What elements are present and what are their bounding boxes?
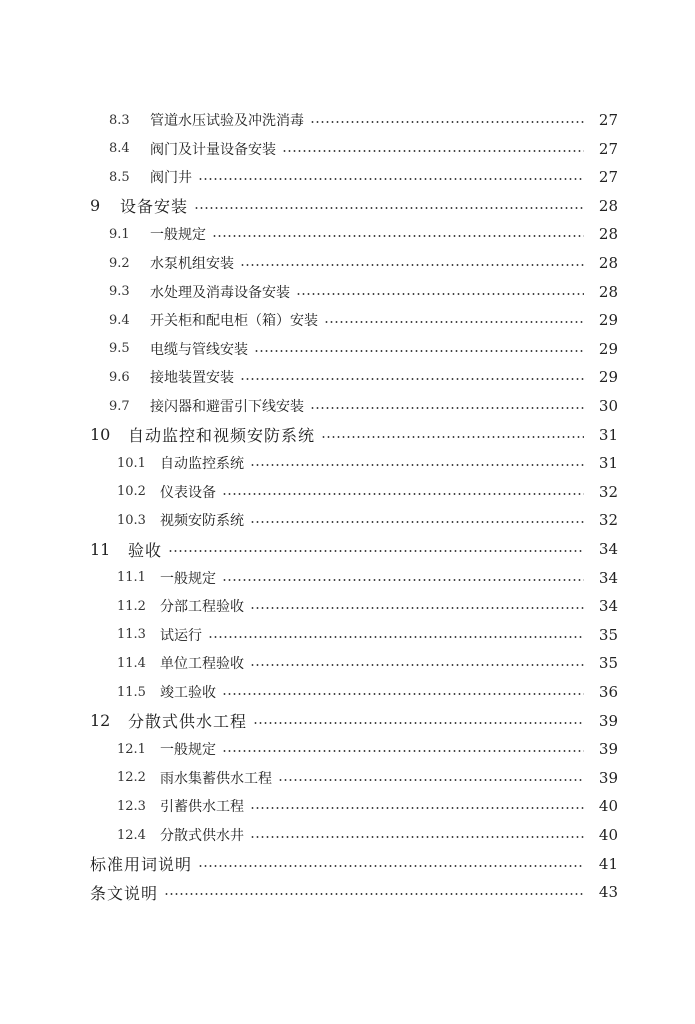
toc-entry-number: 11.3 (117, 627, 146, 643)
toc-page-number: 28 (598, 225, 618, 244)
toc-entry-title: 标准用词说明 (90, 855, 193, 875)
toc-entry (0, 567, 695, 589)
toc-leader-dots (222, 579, 584, 581)
toc-leader-dots (208, 636, 584, 638)
toc-entry-number: 12.1 (117, 741, 146, 757)
toc-entry (0, 252, 695, 274)
toc-entry-title: 设备安装 (120, 197, 189, 217)
toc-leader-dots (254, 350, 584, 352)
toc-leader-dots (250, 664, 584, 666)
toc-page-number: 35 (598, 625, 618, 644)
toc-leader-dots (321, 436, 584, 438)
toc-entry (0, 881, 695, 903)
toc-leader-dots (282, 150, 584, 152)
toc-entry-title: 阀门及计量设备安装 (150, 141, 276, 158)
toc-leader-dots (222, 493, 584, 495)
toc-entry-number: 11.5 (117, 684, 146, 700)
toc-entry-title: 条文说明 (90, 883, 159, 903)
toc-entry (0, 652, 695, 674)
toc-page-number: 34 (598, 597, 618, 616)
toc-entry-number: 9.4 (109, 312, 130, 328)
toc-leader-dots (278, 779, 584, 781)
toc-entry-title: 竣工验收 (160, 685, 216, 701)
toc-entry-title: 电缆与管线安装 (150, 341, 248, 358)
toc-entry-number: 12.3 (117, 798, 146, 814)
toc-leader-dots (222, 750, 584, 752)
toc-entry (0, 424, 695, 446)
toc-entry-title: 接闪器和避雷引下线安装 (150, 399, 304, 415)
toc-page-number: 43 (598, 883, 618, 902)
toc-page-number: 34 (598, 540, 618, 558)
toc-leader-dots (250, 521, 584, 523)
toc-entry (0, 738, 695, 760)
toc-entry-title: 分散式供水井 (160, 828, 244, 844)
toc-page-number: 39 (598, 711, 618, 730)
toc-entry-title: 分散式供水工程 (128, 712, 248, 732)
toc-leader-dots (222, 693, 584, 695)
toc-entry (0, 366, 695, 388)
toc-entry-number: 9.6 (109, 369, 130, 385)
toc-entry-title: 单位工程验收 (160, 656, 244, 673)
toc-entry (0, 795, 695, 817)
toc-page-number: 28 (598, 196, 618, 215)
toc-entry (0, 281, 695, 303)
toc-entry-title: 开关柜和配电柜（箱）安装 (150, 313, 318, 330)
toc-entry (0, 195, 695, 217)
toc-entry-title: 阀门井 (150, 170, 192, 187)
toc-entry (0, 767, 695, 789)
toc-entry-title: 验收 (128, 540, 163, 560)
toc-page-number: 29 (598, 339, 618, 358)
toc-page-number: 34 (598, 568, 618, 587)
toc-entry (0, 595, 695, 617)
toc-entry-number: 9.3 (109, 284, 130, 300)
toc-entry (0, 452, 695, 474)
toc-entry-number: 10 (90, 425, 111, 445)
toc-leader-dots (212, 235, 584, 237)
toc-entry-title: 雨水集蓄供水工程 (160, 770, 272, 787)
toc-entry-number: 11 (90, 539, 111, 559)
toc-leader-dots (296, 293, 584, 295)
toc-leader-dots (250, 607, 584, 609)
toc-entry (0, 481, 695, 503)
toc-entry-number: 11.2 (117, 598, 146, 614)
toc-entry-number: 10.2 (117, 484, 146, 500)
toc-entry-number: 12.4 (117, 827, 146, 843)
toc-entry-number: 9 (90, 196, 101, 216)
toc-entry (0, 624, 695, 646)
toc-entry-title: 水泵机组安装 (150, 256, 234, 272)
toc-page-number: 27 (598, 168, 618, 187)
toc-entry-title: 仪表设备 (160, 484, 216, 501)
toc-entry-number: 12.2 (117, 770, 146, 786)
toc-entry-title: 接地装置安装 (150, 370, 234, 387)
toc-entry (0, 710, 695, 732)
toc-entry-number: 9.1 (109, 226, 130, 242)
toc-entry (0, 824, 695, 846)
toc-entry-title: 视频安防系统 (160, 513, 244, 530)
toc-page-number: 27 (598, 139, 618, 158)
toc-page-number: 29 (598, 311, 618, 330)
toc-page-number: 31 (598, 425, 618, 444)
toc-leader-dots (198, 865, 584, 867)
toc-leader-dots (310, 407, 584, 409)
toc-page-number: 40 (598, 797, 618, 816)
toc-entry-title: 一般规定 (160, 570, 216, 587)
toc-entry-number: 9.5 (109, 341, 130, 357)
toc-page-number: 27 (598, 111, 618, 129)
toc-leader-dots (198, 178, 584, 180)
toc-entry-number: 9.2 (109, 255, 130, 271)
toc-page-number: 36 (598, 683, 618, 701)
toc-entry-number: 11.1 (117, 570, 146, 586)
toc-entry-number: 11.4 (117, 655, 146, 671)
toc-page-number: 28 (598, 282, 618, 301)
toc-page-number: 29 (598, 368, 618, 387)
toc-page-number: 30 (598, 397, 618, 415)
toc-page-number: 31 (598, 454, 618, 473)
toc-entry (0, 166, 695, 188)
toc-entry-number: 8.4 (109, 141, 130, 157)
toc-entry (0, 538, 695, 560)
toc-entry (0, 223, 695, 245)
toc-leader-dots (324, 321, 584, 323)
toc-leader-dots (240, 378, 584, 380)
toc-entry-title: 一般规定 (160, 742, 216, 759)
toc-entry-title: 管道水压试验及冲洗消毒 (150, 113, 304, 129)
toc-entry (0, 138, 695, 160)
toc-entry-title: 自动监控和视频安防系统 (128, 426, 316, 446)
toc-entry (0, 509, 695, 531)
toc-entry (0, 309, 695, 331)
toc-entry-title: 自动监控系统 (160, 456, 244, 473)
toc-page-number: 32 (598, 482, 618, 501)
toc-entry-number: 10.3 (117, 512, 146, 528)
toc-page-number: 39 (598, 768, 618, 787)
toc-entry-title: 分部工程验收 (160, 599, 244, 616)
toc-entry-number: 12 (90, 711, 111, 731)
toc-entry-title: 试运行 (160, 627, 202, 644)
toc-page-number: 35 (598, 654, 618, 673)
toc-entry (0, 338, 695, 360)
toc-leader-dots (250, 807, 584, 809)
toc-entry-title: 水处理及消毒设备安装 (150, 284, 290, 301)
toc-entry-title: 引蓄供水工程 (160, 799, 244, 816)
toc-page-number: 32 (598, 511, 618, 530)
toc-leader-dots (250, 464, 584, 466)
toc-page-number: 41 (598, 854, 618, 873)
toc-entry-number: 10.1 (117, 455, 146, 471)
toc-leader-dots (194, 207, 584, 209)
toc-entry (0, 681, 695, 703)
toc-leader-dots (240, 264, 584, 266)
toc-leader-dots (250, 836, 584, 838)
toc-entry (0, 109, 695, 131)
toc-page-number: 28 (598, 254, 618, 272)
toc-entry-number: 8.3 (109, 112, 130, 128)
toc-entry-title: 一般规定 (150, 227, 206, 244)
toc-page-number: 39 (598, 740, 618, 759)
toc-page-number: 40 (598, 826, 618, 844)
toc-leader-dots (164, 893, 584, 895)
toc-leader-dots (168, 550, 584, 552)
toc-entry (0, 853, 695, 875)
toc-entry (0, 395, 695, 417)
toc-leader-dots (310, 121, 584, 123)
toc-entry-number: 8.5 (109, 169, 130, 185)
toc-entry-number: 9.7 (109, 398, 130, 414)
toc-leader-dots (253, 722, 584, 724)
